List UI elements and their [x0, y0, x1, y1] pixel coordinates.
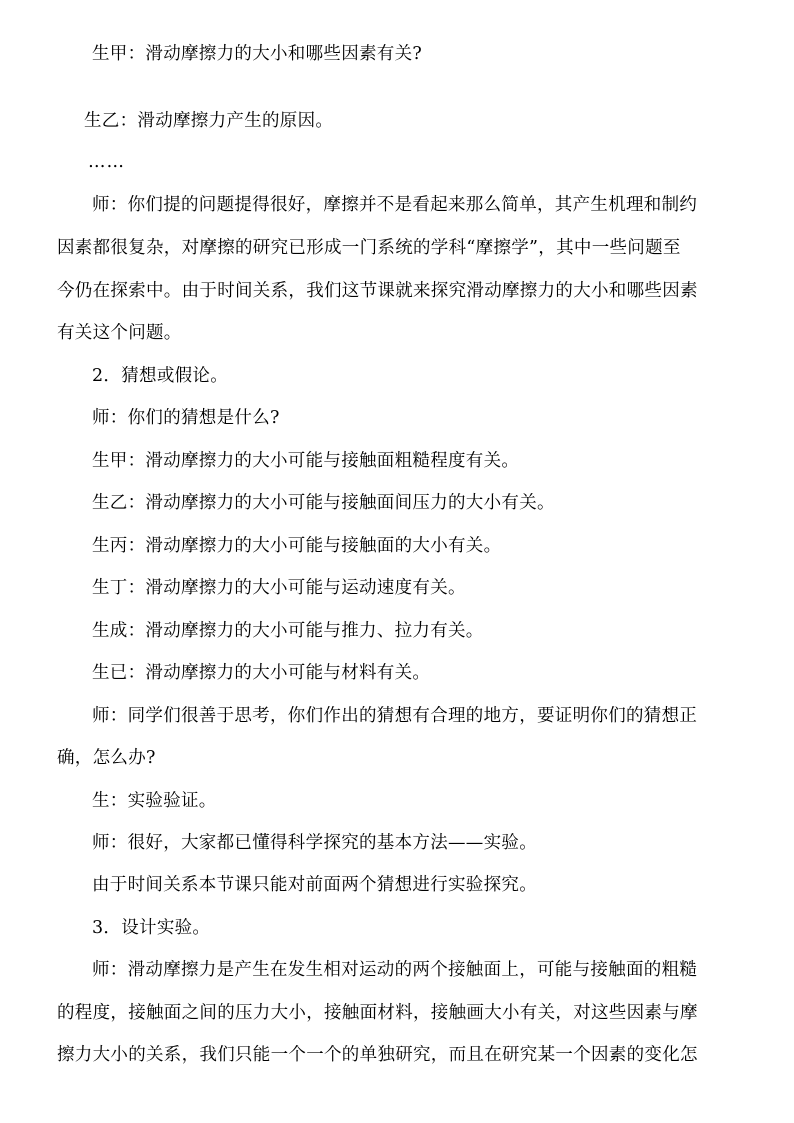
paragraph-line-9: 师：你们的猜想是什么? [92, 408, 280, 428]
paragraph-line-14: 生成：滑动摩擦力的大小可能与推力、拉力有关。 [92, 621, 484, 641]
paragraph-line-18: 生：实验验证。 [92, 791, 217, 811]
paragraph-line-13: 生丁：滑动摩擦力的大小可能与运动速度有关。 [92, 578, 466, 598]
paragraph-line-22: 师：滑动摩擦力是产生在发生相对运动的两个接触面上，可能与接触面的粗糙 [92, 960, 698, 980]
paragraph-line-10: 生甲：滑动摩擦力的大小可能与接触面粗糙程度有关。 [92, 451, 520, 471]
paragraph-line-23: 的程度，接触面之间的压力大小，接触面材料，接触画大小有关，对这些因素与摩 [57, 1003, 698, 1023]
paragraph-line-5: 因素都很复杂，对摩擦的研究已形成一门系统的学科“摩擦学”，其中一些问题至 [57, 238, 681, 258]
paragraph-line-11: 生乙：滑动摩擦力的大小可能与接触面间压力的大小有关。 [92, 493, 555, 513]
paragraph-line-24: 擦力大小的关系，我们只能一个一个的单独研究，而且在研究某一个因素的变化怎 [57, 1045, 698, 1065]
section-heading-3: 3．设计实验。 [92, 918, 211, 938]
paragraph-line-2: 生乙：滑动摩擦力产生的原因。 [84, 111, 334, 131]
paragraph-line-20: 由于时间关系本节课只能对前面两个猜想进行实验探究。 [92, 875, 537, 895]
ellipsis-line: …… [88, 152, 125, 172]
paragraph-line-1: 生甲：滑动摩擦力的大小和哪些因素有关? [92, 44, 423, 64]
paragraph-line-15: 生已：滑动摩擦力的大小可能与材料有关。 [92, 663, 431, 683]
paragraph-line-16: 师：同学们很善于思考，你们作出的猜想有合理的地方，要证明你们的猜想正 [92, 706, 698, 726]
paragraph-line-12: 生丙：滑动摩擦力的大小可能与接触面的大小有关。 [92, 536, 502, 556]
paragraph-line-7: 有关这个问题。 [57, 323, 182, 343]
paragraph-line-4: 师：你们提的问题提得很好，摩擦并不是看起来那么简单，其产生机理和制约 [92, 195, 698, 215]
paragraph-line-19: 师：很好，大家都已懂得科学探究的基本方法——实验。 [92, 833, 537, 853]
paragraph-line-6: 今仍在探索中。由于时间关系，我们这节课就来探究滑动摩擦力的大小和哪些因素 [57, 281, 698, 301]
paragraph-line-17: 确，怎么办? [57, 748, 156, 768]
section-heading-2: 2．猜想或假论。 [92, 366, 229, 386]
